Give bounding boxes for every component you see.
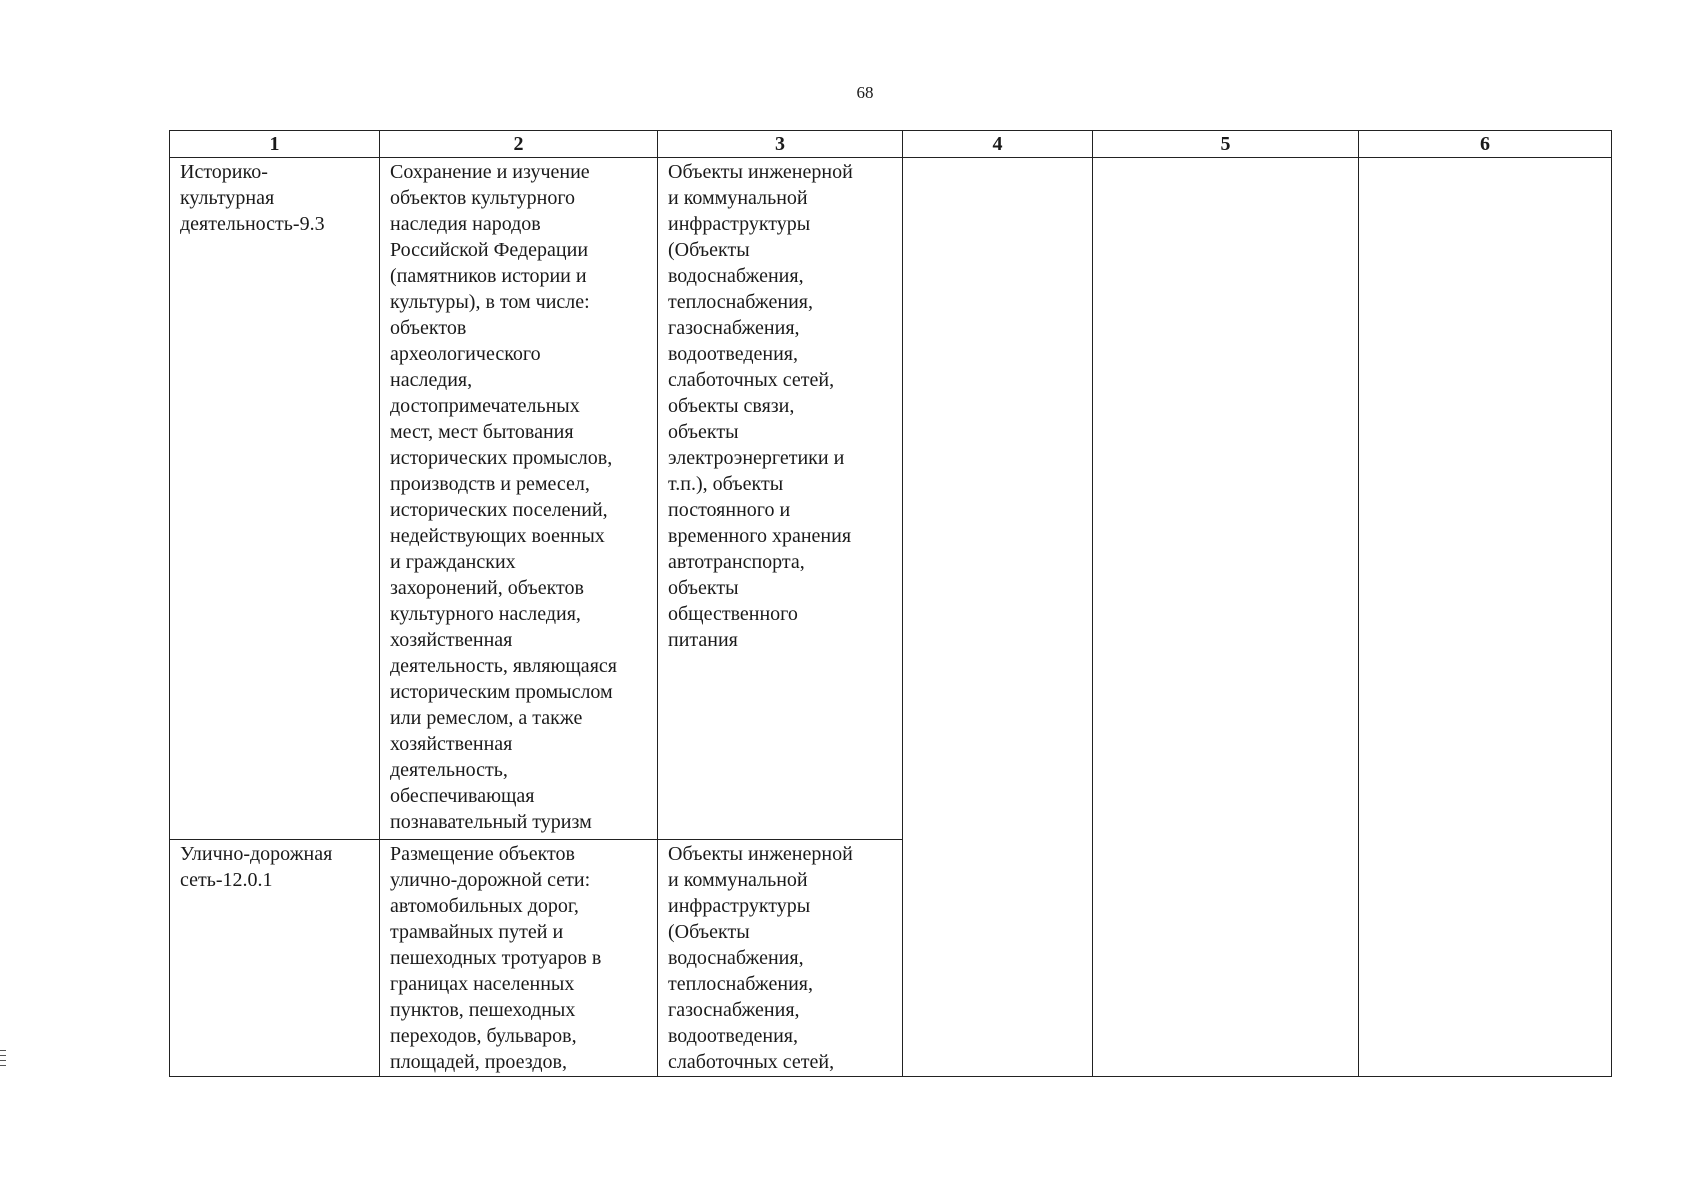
row1-col1-cell (170, 158, 380, 840)
column-header-4: 4 (903, 131, 1093, 158)
col4-cell (903, 158, 1093, 1077)
row2-col3-cell (658, 840, 903, 1077)
col6-text (1359, 158, 1611, 159)
column-header-3: 3 (658, 131, 903, 158)
row2-col2-cell (380, 840, 658, 1077)
scan-mark (0, 1060, 6, 1061)
row2-col1-cell (170, 840, 380, 1077)
col5-text (1093, 158, 1358, 159)
table-row (170, 158, 1612, 840)
row1-col3-text: Объекты инженерной и коммунальной инфраструктуры (Объекты водоснабжения, теплоснабжения, газоснабжения, водоотведения, слаботочных сетей, объекты связи, объекты электроэнергетики и т.п.), объекты постоянного и временного хранения автотранспорта, объекты общественного питания (668, 161, 853, 651)
scan-mark (0, 1050, 6, 1051)
row1-col1-text: Историко- культурная деятельность-9.3 (180, 161, 325, 235)
scan-mark (0, 1055, 6, 1056)
column-header-2: 2 (380, 131, 658, 158)
row1-col2-cell (380, 158, 658, 840)
scan-mark (0, 1065, 6, 1066)
page-number: 68 (856, 83, 874, 102)
column-header-5: 5 (1093, 131, 1359, 158)
row2-col1-text: Улично-дорожная сеть-12.0.1 (180, 843, 333, 891)
col5-cell (1093, 158, 1359, 1077)
row1-col3-cell (658, 158, 903, 840)
col4-text (903, 158, 1092, 159)
row2-col3-text: Объекты инженерной и коммунальной инфраструктуры (Объекты водоснабжения, теплоснабжения, газоснабжения, водоотведения, слаботочных сетей, (668, 843, 853, 1073)
column-header-1: 1 (170, 131, 380, 158)
row2-col2-text: Размещение объектов улично-дорожной сети: автомобильных дорог, трамвайных путей и пешеходных тротуаров в границах населенных пунктов, пешеходных переходов, бульваров, площадей, проездов, (390, 843, 602, 1073)
row1-col2-text: Сохранение и изучение объектов культурного наследия народов Российской Федерации (памятников истории и культуры), в том числе: объектов археологического наследия, достопримечательных мест, мест бытования исторических промыслов, производств и ремесел, исторических поселений, недействующих военных и гражданских захоронений, объектов культурного наследия, хозяйственная деятельность, являющаяся историческим промыслом или ремеслом, а также хозяйственная деятельность, обеспечивающая познавательный туризм (390, 161, 617, 833)
col6-cell (1359, 158, 1612, 1077)
table-header-row (170, 131, 1612, 158)
column-header-6: 6 (1359, 131, 1612, 158)
regulations-table (169, 130, 1612, 1077)
scan-edge-marks (0, 1050, 6, 1070)
